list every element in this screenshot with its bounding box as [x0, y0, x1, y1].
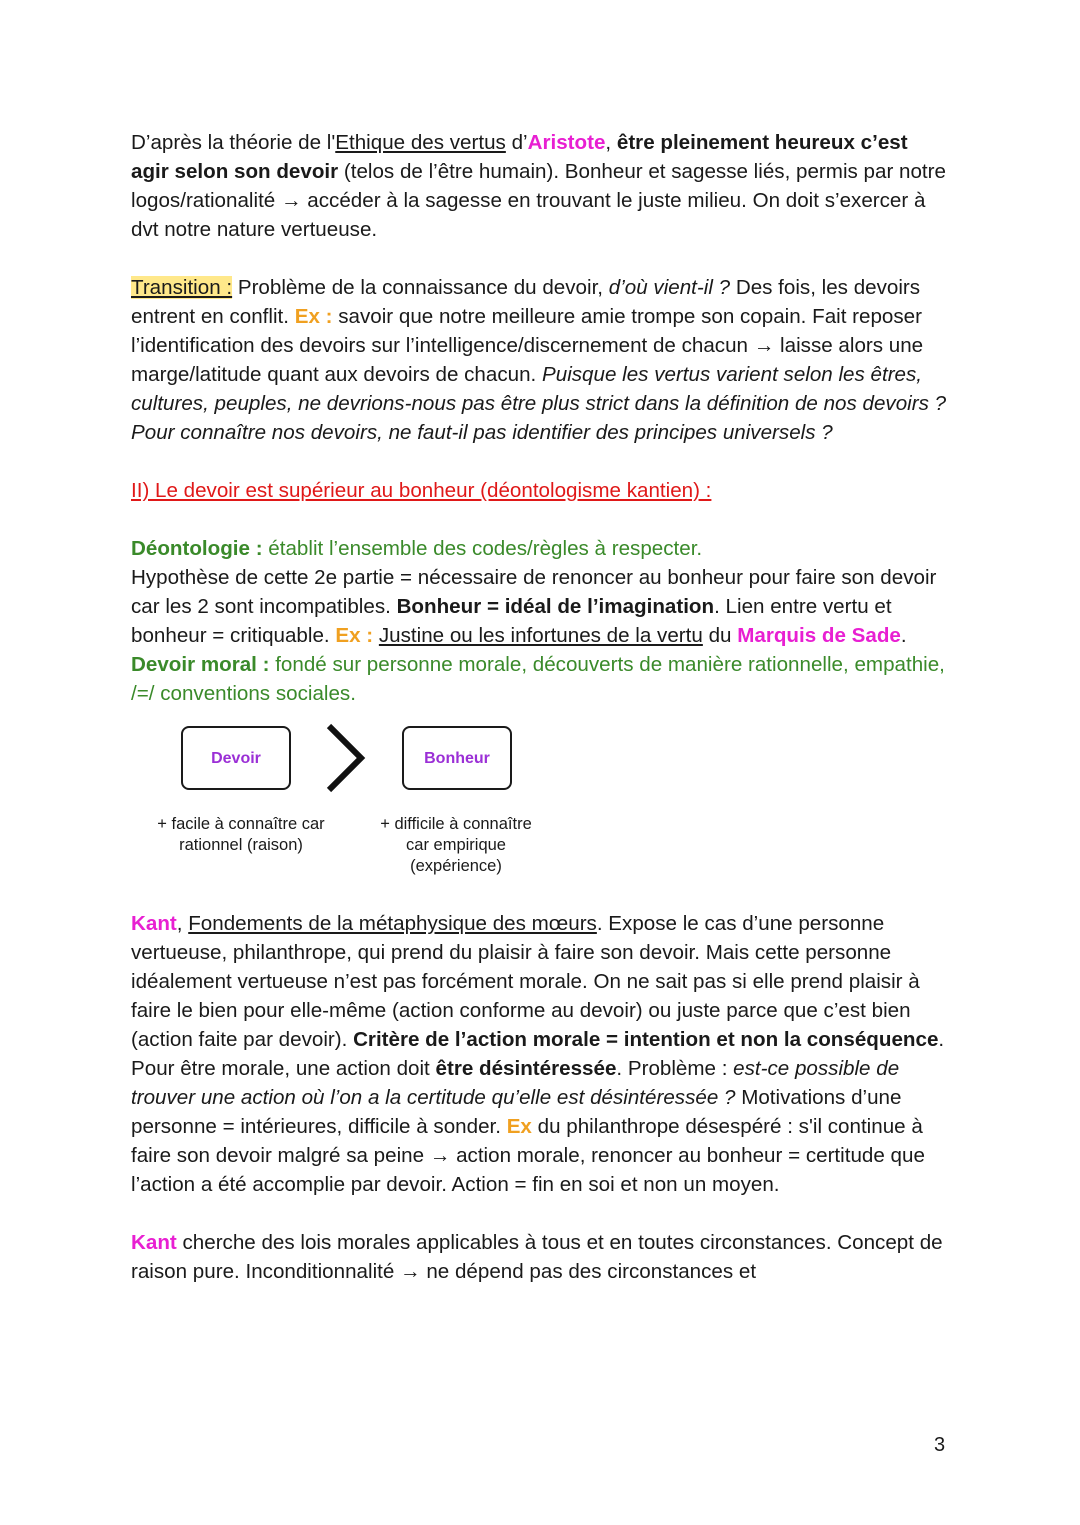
paragraph-kant-fondements — [131, 909, 951, 1199]
bold-text: être désintéressée — [435, 1057, 617, 1080]
bold-text: Critère de l’action morale = intention et non la conséquence — [353, 1028, 939, 1051]
text: , — [605, 131, 617, 154]
author-sade: Marquis de Sade — [737, 624, 901, 647]
devoir-bonheur-diagram — [131, 718, 951, 903]
text: Problème de la connaissance du devoir, — [232, 276, 609, 299]
devoir-caption: + facile à connaître car rationnel (raison) — [157, 815, 325, 854]
text: Motivations d’une personne = intérieures, difficile à sonder. — [131, 1086, 902, 1138]
text: . — [900, 624, 907, 647]
text: cherche des lois morales applicables à tous et en toutes circonstances. Concept de raison pure. Inconditionnalité → ne dépend pas des circonstances et — [131, 1231, 943, 1283]
italic-text: d’où vient-il ? — [608, 276, 731, 299]
italic-question: est-ce possible de trouver une action où l’on a la certitude qu’elle est désintéressée ? — [131, 1057, 900, 1109]
text: . Lien entre vertu et bonheur = critiquable. — [131, 595, 892, 647]
definition-text: établit l’ensemble des codes/règles à respecter. — [262, 537, 703, 560]
paragraph-kant-lois — [131, 1228, 951, 1286]
bold-text: être pleinement heureux c’est agir selon son devoir — [131, 131, 908, 183]
paragraph-deontologie — [131, 534, 951, 708]
paragraph-aristote — [131, 128, 951, 244]
page-number: 3 — [934, 1434, 946, 1456]
section-heading: II) Le devoir est supérieur au bonheur (déontologisme kantien) : — [131, 479, 712, 502]
work-title-fondements: Fondements de la métaphysique des mœurs — [188, 912, 597, 935]
example-label: Ex — [506, 1115, 532, 1138]
text: Des fois, les devoirs entrent en conflit. — [131, 276, 921, 328]
text: du — [702, 624, 738, 647]
text: savoir que notre meilleure amie trompe son copain. Fait reposer l’identification des devoirs sur l’intelligence/discernement de chacun → laisse alors une marge/latitude quant aux devoirs de chacun. — [131, 305, 924, 386]
text: d’ — [505, 131, 528, 154]
text: . Pour être morale, une action doit — [131, 1028, 945, 1080]
author-kant: Kant — [131, 1231, 177, 1254]
text: du philanthrope désespéré : s'il continue à faire son devoir malgré sa peine → action morale, renoncer au bonheur = certitude que l’action a été accomplie par devoir. Action = fin en soi et non un moyen. — [131, 1115, 925, 1196]
devoir-box: Devoir — [181, 726, 291, 790]
definition-term: Devoir moral : — [131, 653, 270, 676]
italic-question: Puisque les vertus varient selon les êtres, cultures, peuples, ne devrions-nous pas être plus strict dans la définition de nos devoirs ? Pour connaître nos devoirs, ne faut-il pas identifier des principes universels ? — [131, 363, 947, 444]
definition-term: Déontologie : — [131, 537, 263, 560]
text: . Problème : — [616, 1057, 734, 1080]
bonheur-caption: + difficile à connaître car empirique (expérience) — [380, 815, 532, 875]
example-label: Ex : — [335, 624, 374, 647]
author-aristote: Aristote — [527, 131, 606, 154]
text: . Expose le cas d’une personne vertueuse, philanthrope, qui prend du plaisir à faire son devoir. Mais cette personne idéalement vertueuse n’est pas forcément morale. On ne sait pas si elle prend plaisir à faire le bien pour elle-même (action conforme au devoir) ou juste parce que c’est bien (action faite par devoir). — [131, 912, 920, 1051]
paragraph-transition — [131, 273, 951, 447]
text: , — [176, 912, 189, 935]
transition-label: Transition : — [131, 276, 233, 299]
bonheur-box: Bonheur — [402, 726, 512, 790]
definition-text: fondé sur personne morale, découverts de manière rationnelle, empathie, /=/ conventions sociales. — [131, 653, 945, 705]
author-kant: Kant — [131, 912, 177, 935]
text: (telos de l’être humain). Bonheur et sagesse liés, permis par notre logos/rationalité → accéder à la sagesse en trouvant le juste milieu. On doit s’exercer à dvt notre nature vertueuse. — [131, 160, 946, 241]
greater-than-icon — [321, 720, 371, 796]
example-label: Ex : — [294, 305, 333, 328]
document-body — [131, 128, 951, 1286]
work-title-justine: Justine ou les infortunes de la vertu — [378, 624, 703, 647]
text: Hypothèse de cette 2e partie = nécessaire de renoncer au bonheur pour faire son devoir car les 2 sont incompatibles. — [131, 566, 937, 618]
work-title-ethique: Ethique des vertus — [335, 131, 506, 154]
bold-text: Bonheur = idéal de l’imagination — [396, 595, 715, 618]
text: D’après la théorie de l' — [131, 131, 336, 154]
